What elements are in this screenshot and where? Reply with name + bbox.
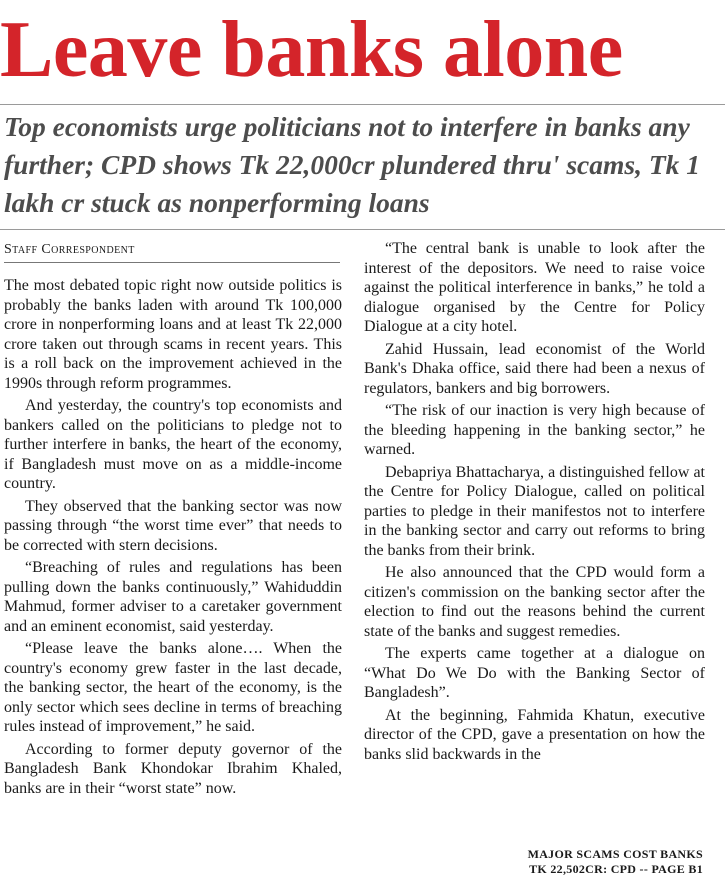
article-column-left [4, 276, 342, 801]
paragraph: And yesterday, the country's top economists and bankers called on the politicians to pledge not to further interfere in banks, the heart of the economy, if Bangladesh must move on as a middle-income country. [4, 397, 342, 492]
paragraph: “The risk of our inaction is very high because of the bleeding happening in the banking sector,” he warned. [364, 402, 705, 458]
deck: Top economists urge politicians not to interfere in banks any further; CPD shows Tk 22,000cr plundered thru' scams, Tk 1 lakh cr stuck as nonperforming loans [4, 111, 700, 218]
byline: Staff Correspondent [4, 242, 135, 257]
paragraph: “The central bank is unable to look after the interest of the depositors. We need to raise voice against the political interference in banks,” he told a dialogue organised by the Centre for Policy Dialogue at a city hotel. [364, 240, 705, 335]
continuation-jump [528, 847, 703, 877]
paragraph: According to former deputy governor of the Bangladesh Bank Khondokar Ibrahim Khaled, banks are in their “worst state” now. [4, 740, 342, 797]
paragraph: The most debated topic right now outside politics is probably the banks laden with around Tk 100,000 crore in nonperforming loans and at least Tk 22,000 crore taken out through scams in recent years. This is a roll back on the improvement achieved in the 1990s through reform programmes. [4, 277, 342, 392]
paragraph: They observed that the banking sector was now passing through “the worst time ever” that needs to be corrected with stern decisions. [4, 497, 342, 554]
paragraph: “Please leave the banks alone…. When the country's economy grew faster in the last decade, the banking sector, the heart of the economy, is the only sector which sees decline in terms of breaching rules instead of improvement,” he said. [4, 640, 342, 735]
byline-rule [4, 262, 340, 263]
headline: Leave banks alone [0, 6, 623, 94]
paragraph: “Breaching of rules and regulations has been pulling down the banks continuously,” Wahiduddin Mahmud, former adviser to a caretaker government and an eminent economist, said yesterday. [4, 559, 342, 635]
paragraph: He also announced that the CPD would form a citizen's commission on the banking sector after the election to find out the reasons behind the current state of the banks and suggest remedies. [364, 564, 705, 640]
paragraph: Zahid Hussain, lead economist of the World Bank's Dhaka office, said there had been a nexus of regulators, bankers and big borrowers. [364, 340, 705, 397]
article-column-right [364, 239, 705, 767]
jump-line: TK 22,502CR: CPD -- PAGE B1 [529, 862, 703, 876]
paragraph: At the beginning, Fahmida Khatun, executive director of the CPD, gave a presentation on how the banks slid backwards in the [364, 706, 705, 763]
paragraph: The experts came together at a dialogue on “What Do We Do with the Banking Sector of Bangladesh”. [364, 645, 705, 701]
deck-rule [0, 229, 725, 230]
paragraph: Debapriya Bhattacharya, a distinguished fellow at the Centre for Policy Dialogue, called on political parties to pledge in their manifestos not to interfere in the banking sector and carry out reforms to bring the banks from their brink. [364, 463, 705, 559]
jump-line: MAJOR SCAMS COST BANKS [527, 847, 703, 861]
headline-rule [0, 104, 725, 105]
